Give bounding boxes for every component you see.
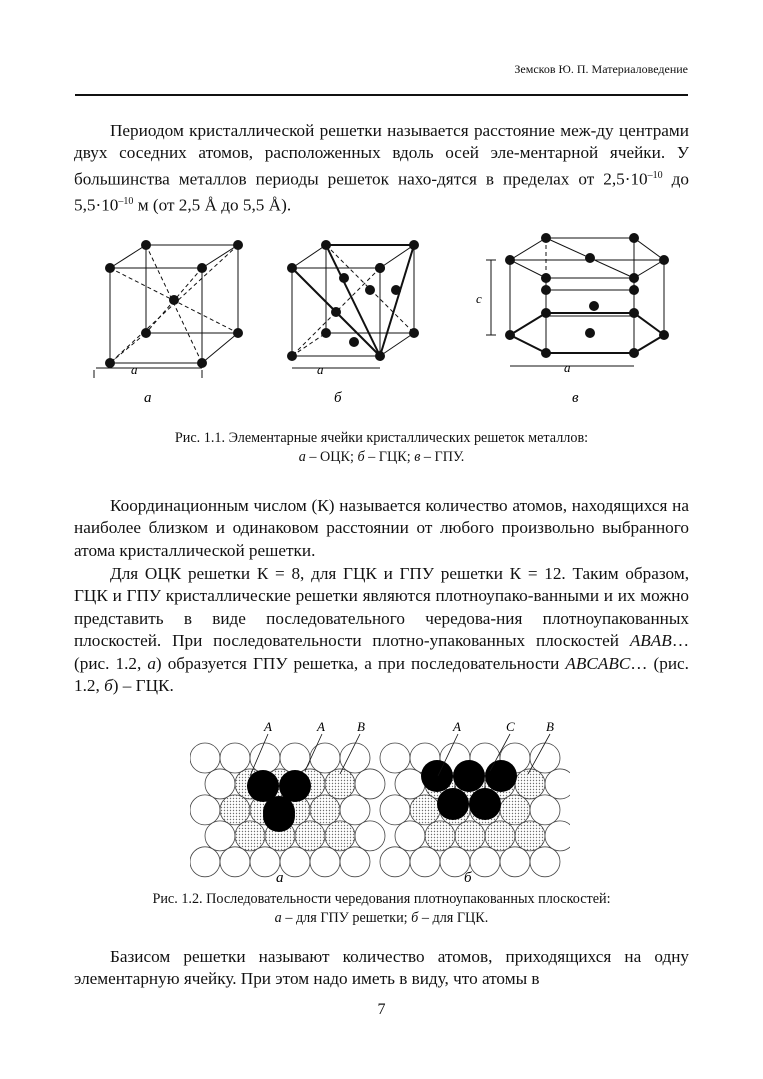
running-header (75, 60, 688, 96)
cap1-f: – ГПУ. (420, 449, 465, 465)
packing-atom (515, 821, 545, 851)
packing-atom (205, 769, 235, 799)
packing-atom (545, 821, 570, 851)
packing-atom-top (437, 788, 469, 820)
hcp-c-label: c (476, 291, 482, 306)
packing-atom (545, 769, 570, 799)
figure2-caption-line1: Рис. 1.2. Последовательности чередования плотноупакованных плоскостей: (152, 891, 611, 907)
packing-atom-top (469, 788, 501, 820)
packing-atom (205, 821, 235, 851)
figure1-caption (74, 429, 689, 467)
packing-right (380, 743, 570, 877)
packing-atom (310, 743, 340, 773)
packing-atom (310, 795, 340, 825)
para1-exp2: –10 (118, 195, 134, 207)
cap2-c: б (411, 910, 419, 926)
packing-atom (515, 769, 545, 799)
para1-text-b: до 5,5·10 (74, 169, 689, 215)
packing-atom (530, 847, 560, 877)
figure-packing (190, 716, 570, 886)
packing-atom (410, 847, 440, 877)
packing-atom (280, 743, 310, 773)
packing-atom (530, 743, 560, 773)
para3-seq1: ABAB (629, 631, 672, 651)
para3-t1: Для ОЦК решетки К = 8, для ГЦК и ГПУ решетки К = 12. Таким образом, ГЦК и ГПУ кристаллические решетки являются плотноупако-ванными и их можно представить в виде последовательного чередова-ния плотноупакованных плоскостей. При последовательности плотно-упакованных плоскостей (74, 564, 689, 651)
figure2-caption-line2 (74, 909, 689, 928)
fcc-cell (287, 240, 419, 368)
para1-text-c: м (от 2,5 Å до 5,5 Å). (133, 195, 292, 215)
para3-t4: … (рис. 1.2, (74, 653, 689, 696)
packing-atom (500, 795, 530, 825)
figure2-caption (74, 890, 689, 928)
packing-atom (380, 743, 410, 773)
left-A2-label: A (317, 719, 325, 734)
packing-atom (410, 795, 440, 825)
packing-atom (455, 821, 485, 851)
packing-atom (530, 795, 560, 825)
hcp-a-label: a (564, 360, 571, 375)
para1-text-a: Периодом кристаллической решетки называется расстояние меж-ду центрами двух соседних атомов, расположенных вдоль осей эле-ментарной ячейки. У большинства металлов периоды решеток нахо-дятся в пределах от 2,5·10 (74, 121, 689, 189)
packing-atom-top (421, 760, 453, 792)
cap2-d: – для ГЦК. (418, 910, 489, 926)
panel-a-label: а (144, 390, 152, 406)
panel-b-label: б (334, 390, 342, 406)
packing-atom (485, 821, 515, 851)
cap1-c: б (357, 449, 365, 465)
cap2-b: – для ГПУ решетки; (281, 910, 412, 926)
para2-text: Координационным числом (К) называется количество атомов, находящихся на наиболее близком и одинаковом расстоянии от любого произвольно выбранного атома кристаллической решетки. (74, 496, 689, 560)
packing-atom (220, 847, 250, 877)
cap1-d: – ГЦК; (364, 449, 415, 465)
paragraph-coordination (74, 495, 689, 562)
packing-atom (235, 821, 265, 851)
page-number: 7 (377, 1001, 386, 1018)
fig2-panel-a: а (276, 870, 284, 886)
para3-seq2: ABCABC (565, 653, 631, 673)
paragraph-period (74, 120, 689, 217)
para3-ref1: а (147, 653, 156, 673)
packing-atom-top (263, 800, 295, 832)
paragraph-basis (74, 946, 689, 991)
para3-ref2: б (104, 676, 113, 696)
cap1-b: – ОЦК; (305, 449, 358, 465)
packing-atom (280, 847, 310, 877)
bcc-cell (94, 240, 243, 378)
packing-atom (500, 847, 530, 877)
packing-atom (355, 769, 385, 799)
packing-atom (190, 795, 220, 825)
packing-atom (220, 795, 250, 825)
packing-atom (355, 821, 385, 851)
figure1-caption-line1: Рис. 1.1. Элементарные ячейки кристаллических решеток металлов: (174, 430, 589, 446)
packing-atom (340, 795, 370, 825)
bcc-a-label: a (131, 362, 138, 377)
figure1-caption-line2 (74, 448, 689, 467)
cap1-e: в (414, 449, 421, 465)
para4-text: Базисом решетки называют количество атомов, приходящихся на одну элементарную ячейку. При этом надо иметь в виду, что атомы в (74, 947, 689, 989)
packing-atom (220, 743, 250, 773)
packing-atom (295, 821, 325, 851)
left-B-label: B (357, 719, 365, 734)
left-A1-label: A (264, 719, 272, 734)
fcc-a-label: a (317, 362, 324, 377)
para3-t2: … (рис. 1.2, (74, 631, 689, 673)
packing-atom-top (453, 760, 485, 792)
packing-atom (310, 847, 340, 877)
packing-atom (470, 847, 500, 877)
running-title: Земсков Ю. П. Материаловедение (514, 62, 688, 76)
right-A-label: A (453, 719, 461, 734)
packing-atom (380, 847, 410, 877)
right-B-label: B (546, 719, 554, 734)
packing-atom (340, 847, 370, 877)
hcp-cell (486, 233, 669, 366)
para3-t5: ) – ГЦК. (112, 676, 174, 696)
packing-atom (395, 821, 425, 851)
packing-atom (190, 847, 220, 877)
packing-atom (340, 743, 370, 773)
packing-atom (325, 821, 355, 851)
packing-atom (380, 795, 410, 825)
cap2-a: а (274, 910, 282, 926)
cap1-a: а (298, 449, 306, 465)
panel-c-label: в (572, 390, 579, 406)
packing-atom (395, 769, 425, 799)
figure-lattice-cells (74, 228, 689, 413)
packing-atom (190, 743, 220, 773)
packing-atom (425, 821, 455, 851)
packing-atom (250, 743, 280, 773)
para1-exp1: –10 (647, 169, 663, 181)
para3-t3: ) образуется ГПУ решетка, а при последовательности (155, 653, 566, 673)
packing-left (190, 743, 385, 877)
right-C-label: C (506, 719, 515, 734)
paragraph-packing (74, 563, 689, 697)
fig2-panel-b: б (464, 870, 472, 886)
packing-atom-top (485, 760, 517, 792)
